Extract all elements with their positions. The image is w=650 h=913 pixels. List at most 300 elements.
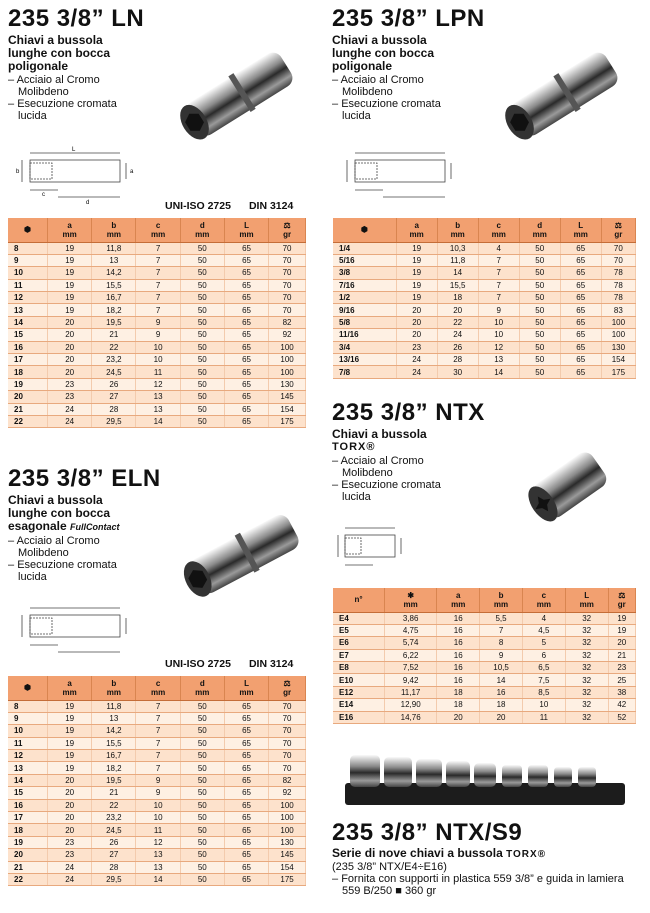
eln-bullet-1: – Acciaio al Cromo Molibdeno	[8, 535, 100, 559]
table-cell: 50	[519, 254, 560, 266]
table-cell: 70	[269, 254, 306, 266]
table-cell: 13	[8, 762, 48, 774]
table-cell: 19	[396, 242, 437, 254]
table-cell: 19,5	[92, 316, 136, 328]
table-cell: 7	[136, 267, 180, 279]
table-cell: 100	[269, 366, 306, 378]
lpn-table	[333, 218, 636, 379]
table-cell: 23	[48, 391, 92, 403]
table-cell: E10	[333, 674, 385, 686]
table-cell: 18	[8, 824, 48, 836]
table-cell: 65	[224, 812, 268, 824]
table-cell: 50	[180, 415, 224, 427]
table-row	[8, 799, 306, 811]
column-header: L mm	[565, 588, 608, 612]
table-cell: 18	[437, 699, 480, 711]
eln-drawing	[8, 600, 138, 665]
table-cell: 70	[269, 279, 306, 291]
table-cell: 13	[136, 849, 180, 861]
table-cell: 21	[8, 403, 48, 415]
table-cell: 18	[480, 699, 523, 711]
table-cell: 130	[601, 341, 635, 353]
table-cell: 65	[224, 799, 268, 811]
table-cell: 4	[522, 612, 565, 624]
table-cell: 70	[269, 700, 306, 712]
table-cell: 38	[608, 686, 635, 698]
table-cell: 9	[478, 304, 519, 316]
table-cell: 9	[8, 712, 48, 724]
lpn-subtitle: Chiavi a bussola lunghe con bocca poligonale	[332, 33, 435, 73]
svg-text:c: c	[42, 192, 45, 198]
table-cell: 50	[180, 824, 224, 836]
table-row	[8, 366, 306, 378]
table-cell: 24	[48, 415, 92, 427]
table-cell: 82	[269, 316, 306, 328]
table-cell: 70	[269, 750, 306, 762]
table-cell: 70	[269, 737, 306, 749]
table-row	[8, 391, 306, 403]
table-cell: 32	[565, 711, 608, 723]
table-cell: 9	[136, 316, 180, 328]
table-cell: 32	[565, 686, 608, 698]
table-cell: 65	[560, 279, 601, 291]
table-cell: 12,90	[385, 699, 437, 711]
column-header: L mm	[560, 218, 601, 242]
table-cell: 50	[180, 329, 224, 341]
table-cell: 7/16	[333, 279, 396, 291]
table-cell: 19	[48, 242, 92, 254]
table-cell: 50	[180, 836, 224, 848]
table-cell: 22	[8, 415, 48, 427]
svg-text:L: L	[72, 147, 76, 153]
table-cell: 175	[601, 366, 635, 378]
table-cell: 65	[224, 279, 268, 291]
column-header: L mm	[224, 676, 268, 700]
table-cell: 8	[480, 637, 523, 649]
table-cell: 20	[48, 341, 92, 353]
table-cell: 78	[601, 279, 635, 291]
table-row	[8, 774, 306, 786]
table-cell: 65	[224, 737, 268, 749]
column-header: b mm	[92, 218, 136, 242]
table-cell: 50	[180, 267, 224, 279]
table-cell: 13	[136, 861, 180, 873]
table-cell: 65	[224, 354, 268, 366]
table-cell: 14,2	[92, 267, 136, 279]
table-cell: 16	[437, 649, 480, 661]
table-cell: 7	[478, 279, 519, 291]
table-cell: 50	[180, 292, 224, 304]
table-cell: 65	[560, 316, 601, 328]
table-cell: 12	[8, 292, 48, 304]
table-cell: 20	[396, 329, 437, 341]
table-cell: 65	[224, 267, 268, 279]
table-cell: E6	[333, 637, 385, 649]
table-cell: 1/4	[333, 242, 396, 254]
table-row	[333, 316, 636, 328]
table-cell: 7	[136, 292, 180, 304]
table-cell: 16,7	[92, 292, 136, 304]
table-cell: 7	[478, 292, 519, 304]
table-cell: 65	[224, 849, 268, 861]
table-cell: 15,5	[92, 737, 136, 749]
table-cell: 21	[608, 649, 635, 661]
table-row	[8, 304, 306, 316]
table-cell: 50	[180, 712, 224, 724]
table-cell: 11	[8, 279, 48, 291]
eln-subtitle-1: Chiavi a bussola	[8, 493, 103, 507]
table-cell: 20	[48, 366, 92, 378]
eln-subtitle-3: esagonale FullContact	[8, 519, 120, 533]
table-cell: 14	[136, 873, 180, 885]
table-cell: 20	[48, 774, 92, 786]
table-cell: 65	[224, 304, 268, 316]
table-cell: 8	[8, 242, 48, 254]
table-cell: 92	[269, 329, 306, 341]
column-header: a mm	[396, 218, 437, 242]
table-cell: 11	[522, 711, 565, 723]
table-cell: 10	[8, 725, 48, 737]
table-row	[8, 354, 306, 366]
table-cell: 65	[224, 391, 268, 403]
table-cell: 19	[396, 292, 437, 304]
table-header-row	[8, 218, 306, 242]
table-cell: E5	[333, 624, 385, 636]
table-row	[8, 812, 306, 824]
column-header: ⬢	[8, 218, 48, 242]
table-cell: 42	[608, 699, 635, 711]
table-cell: 16	[8, 341, 48, 353]
column-header: b mm	[480, 588, 523, 612]
ln-bullet-1: – Acciaio al Cromo Molibdeno	[8, 74, 100, 98]
eln-title: 235 3/8” ELN	[8, 465, 161, 492]
table-cell: 11/16	[333, 329, 396, 341]
table-row	[333, 279, 636, 291]
table-cell: E8	[333, 662, 385, 674]
table-cell: 70	[269, 267, 306, 279]
column-header: b mm	[437, 218, 478, 242]
table-cell: 11	[8, 737, 48, 749]
ntx-title: 235 3/8” NTX	[332, 399, 485, 426]
table-cell: 65	[224, 316, 268, 328]
table-cell: 50	[519, 304, 560, 316]
svg-text:a: a	[130, 169, 134, 175]
table-cell: 10	[136, 354, 180, 366]
table-cell: 19	[48, 725, 92, 737]
table-cell: 65	[560, 329, 601, 341]
column-header: d mm	[180, 218, 224, 242]
table-cell: 27	[92, 391, 136, 403]
table-cell: 20	[396, 304, 437, 316]
table-cell: 23	[48, 849, 92, 861]
table-row	[333, 612, 636, 624]
table-cell: 70	[601, 242, 635, 254]
ln-socket-photo	[165, 40, 315, 150]
table-cell: 70	[269, 292, 306, 304]
table-cell: 28	[92, 861, 136, 873]
table-cell: 13/16	[333, 354, 396, 366]
table-cell: 50	[180, 354, 224, 366]
s9-subtitle: Serie di nove chiavi a bussola TORX®	[332, 846, 547, 860]
table-cell: 20	[48, 812, 92, 824]
torx-logo: TORX®	[332, 441, 376, 453]
table-cell: 5/16	[333, 254, 396, 266]
table-cell: 130	[269, 378, 306, 390]
table-cell: 70	[601, 254, 635, 266]
ln-standards: UNI-ISO 2725 DIN 3124	[165, 200, 294, 212]
table-cell: 14	[480, 674, 523, 686]
table-row	[8, 279, 306, 291]
table-cell: 50	[180, 700, 224, 712]
table-cell: 16	[437, 674, 480, 686]
table-cell: 26	[92, 378, 136, 390]
table-cell: 17	[8, 812, 48, 824]
svg-text:d: d	[86, 200, 90, 206]
table-cell: 11	[136, 824, 180, 836]
table-cell: 19	[48, 267, 92, 279]
table-cell: 65	[224, 415, 268, 427]
table-cell: 7/8	[333, 366, 396, 378]
table-cell: 50	[180, 873, 224, 885]
table-header-row	[8, 676, 306, 700]
table-cell: 65	[560, 304, 601, 316]
table-cell: 65	[224, 787, 268, 799]
table-cell: 9	[136, 329, 180, 341]
table-cell: 7	[136, 700, 180, 712]
table-cell: 11,8	[92, 242, 136, 254]
table-cell: 9	[136, 774, 180, 786]
table-cell: 50	[519, 329, 560, 341]
table-cell: 154	[601, 354, 635, 366]
table-cell: 65	[224, 725, 268, 737]
fullcontact-logo: FullContact	[70, 522, 120, 532]
table-cell: 10	[136, 341, 180, 353]
column-header: ⚖ gr	[269, 676, 306, 700]
table-cell: 50	[519, 242, 560, 254]
table-row	[8, 700, 306, 712]
table-cell: 65	[224, 329, 268, 341]
table-cell: 10	[136, 812, 180, 824]
table-cell: 24,5	[92, 366, 136, 378]
table-cell: 65	[224, 836, 268, 848]
table-cell: 50	[180, 799, 224, 811]
table-cell: 19	[396, 279, 437, 291]
s9-socket-set-photo	[340, 745, 630, 810]
lpn-socket-photo	[490, 40, 640, 150]
table-cell: 19	[608, 612, 635, 624]
table-cell: 65	[560, 366, 601, 378]
table-cell: 14	[8, 774, 48, 786]
table-cell: 50	[180, 774, 224, 786]
table-cell: 23	[608, 662, 635, 674]
ln-title: 235 3/8” LN	[8, 5, 145, 32]
table-cell: 19	[48, 304, 92, 316]
column-header: a mm	[48, 218, 92, 242]
table-cell: 10,3	[437, 242, 478, 254]
table-cell: 3,86	[385, 612, 437, 624]
table-cell: 11,8	[437, 254, 478, 266]
table-cell: 19	[48, 750, 92, 762]
table-cell: 65	[224, 873, 268, 885]
table-cell: 50	[180, 812, 224, 824]
table-cell: 20	[437, 711, 480, 723]
table-cell: E4	[333, 612, 385, 624]
table-cell: 65	[224, 292, 268, 304]
table-cell: 83	[601, 304, 635, 316]
table-cell: 50	[519, 279, 560, 291]
table-cell: 50	[519, 341, 560, 353]
table-cell: 23,2	[92, 354, 136, 366]
table-cell: 154	[269, 861, 306, 873]
table-row	[333, 711, 636, 723]
table-cell: 130	[269, 836, 306, 848]
table-cell: 26	[92, 836, 136, 848]
table-cell: 24	[437, 329, 478, 341]
table-cell: 20	[48, 354, 92, 366]
table-cell: 7	[136, 725, 180, 737]
table-cell: 11	[136, 366, 180, 378]
table-cell: 20	[480, 711, 523, 723]
ntx-drawing	[333, 520, 413, 575]
table-row	[333, 699, 636, 711]
column-header: c mm	[136, 676, 180, 700]
table-cell: 16	[437, 612, 480, 624]
column-header: c mm	[522, 588, 565, 612]
table-cell: 16	[437, 662, 480, 674]
table-cell: 65	[224, 774, 268, 786]
table-cell: 19	[396, 267, 437, 279]
table-row	[333, 341, 636, 353]
table-cell: 30	[437, 366, 478, 378]
table-cell: 19	[396, 254, 437, 266]
lpn-bullet-1: – Acciaio al Cromo Molibdeno	[332, 74, 424, 98]
ntx-subtitle: Chiavi a bussola	[332, 427, 427, 441]
table-cell: 82	[269, 774, 306, 786]
table-cell: 5/8	[333, 316, 396, 328]
table-cell: 7	[136, 254, 180, 266]
table-cell: 28	[92, 403, 136, 415]
table-cell: 12	[136, 378, 180, 390]
table-cell: 8,5	[522, 686, 565, 698]
table-row	[8, 750, 306, 762]
table-cell: E16	[333, 711, 385, 723]
table-row	[333, 329, 636, 341]
table-cell: 18	[437, 686, 480, 698]
table-cell: 50	[180, 403, 224, 415]
table-cell: 70	[269, 304, 306, 316]
table-row	[8, 378, 306, 390]
column-header: L mm	[224, 218, 268, 242]
table-cell: 24	[48, 403, 92, 415]
table-cell: 4,75	[385, 624, 437, 636]
table-cell: 13	[92, 712, 136, 724]
table-cell: 50	[519, 267, 560, 279]
table-cell: 29,5	[92, 415, 136, 427]
table-cell: 21	[8, 861, 48, 873]
table-row	[8, 737, 306, 749]
table-cell: 23	[48, 836, 92, 848]
table-row	[8, 316, 306, 328]
table-cell: 9	[8, 254, 48, 266]
table-cell: 65	[560, 354, 601, 366]
s9-section	[332, 820, 642, 897]
table-cell: 65	[224, 341, 268, 353]
table-cell: 9	[480, 649, 523, 661]
table-cell: 21	[92, 329, 136, 341]
table-cell: 16	[437, 637, 480, 649]
table-row	[8, 242, 306, 254]
table-cell: 5,74	[385, 637, 437, 649]
table-cell: 100	[601, 329, 635, 341]
table-cell: 14	[136, 415, 180, 427]
table-cell: 11,8	[92, 700, 136, 712]
table-cell: 19	[48, 737, 92, 749]
table-cell: 7	[480, 624, 523, 636]
table-cell: 50	[180, 737, 224, 749]
column-header: ⬢	[333, 218, 396, 242]
table-cell: 6,5	[522, 662, 565, 674]
table-cell: 50	[180, 391, 224, 403]
table-cell: 92	[269, 787, 306, 799]
eln-standards: UNI-ISO 2725 DIN 3124	[165, 658, 294, 670]
table-row	[333, 662, 636, 674]
table-cell: 13	[92, 254, 136, 266]
column-header: ⚖ gr	[601, 218, 635, 242]
table-row	[8, 267, 306, 279]
table-cell: 12	[136, 836, 180, 848]
table-header-row	[333, 588, 636, 612]
table-cell: E14	[333, 699, 385, 711]
table-cell: 20	[48, 787, 92, 799]
table-row	[333, 624, 636, 636]
table-cell: 70	[269, 725, 306, 737]
table-cell: 78	[601, 267, 635, 279]
table-cell: 22	[437, 316, 478, 328]
table-cell: 78	[601, 292, 635, 304]
column-header: ⚖ gr	[608, 588, 635, 612]
table-cell: 65	[560, 254, 601, 266]
table-cell: 50	[180, 316, 224, 328]
table-cell: 32	[565, 674, 608, 686]
table-cell: 16	[8, 799, 48, 811]
table-cell: 24	[48, 873, 92, 885]
table-cell: 50	[180, 725, 224, 737]
table-header-row	[333, 218, 636, 242]
table-cell: 3/8	[333, 267, 396, 279]
column-header: a mm	[437, 588, 480, 612]
table-cell: 65	[560, 242, 601, 254]
table-cell: 9,42	[385, 674, 437, 686]
lpn-bullet-2: – Esecuzione cromata lucida	[332, 98, 441, 122]
table-cell: 22	[92, 799, 136, 811]
table-cell: 65	[224, 700, 268, 712]
ln-drawing	[8, 145, 138, 210]
table-row	[8, 403, 306, 415]
table-cell: 7	[136, 712, 180, 724]
table-row	[333, 354, 636, 366]
s9-torx-logo: TORX®	[506, 849, 547, 860]
eln-bullet-2: – Esecuzione cromata lucida	[8, 559, 117, 583]
table-cell: 50	[180, 787, 224, 799]
table-cell: 32	[565, 637, 608, 649]
table-cell: 50	[180, 279, 224, 291]
table-cell: 14	[437, 267, 478, 279]
table-row	[8, 341, 306, 353]
table-cell: 4	[478, 242, 519, 254]
table-row	[8, 861, 306, 873]
ntx-socket-photo	[510, 440, 630, 530]
table-cell: 50	[180, 750, 224, 762]
